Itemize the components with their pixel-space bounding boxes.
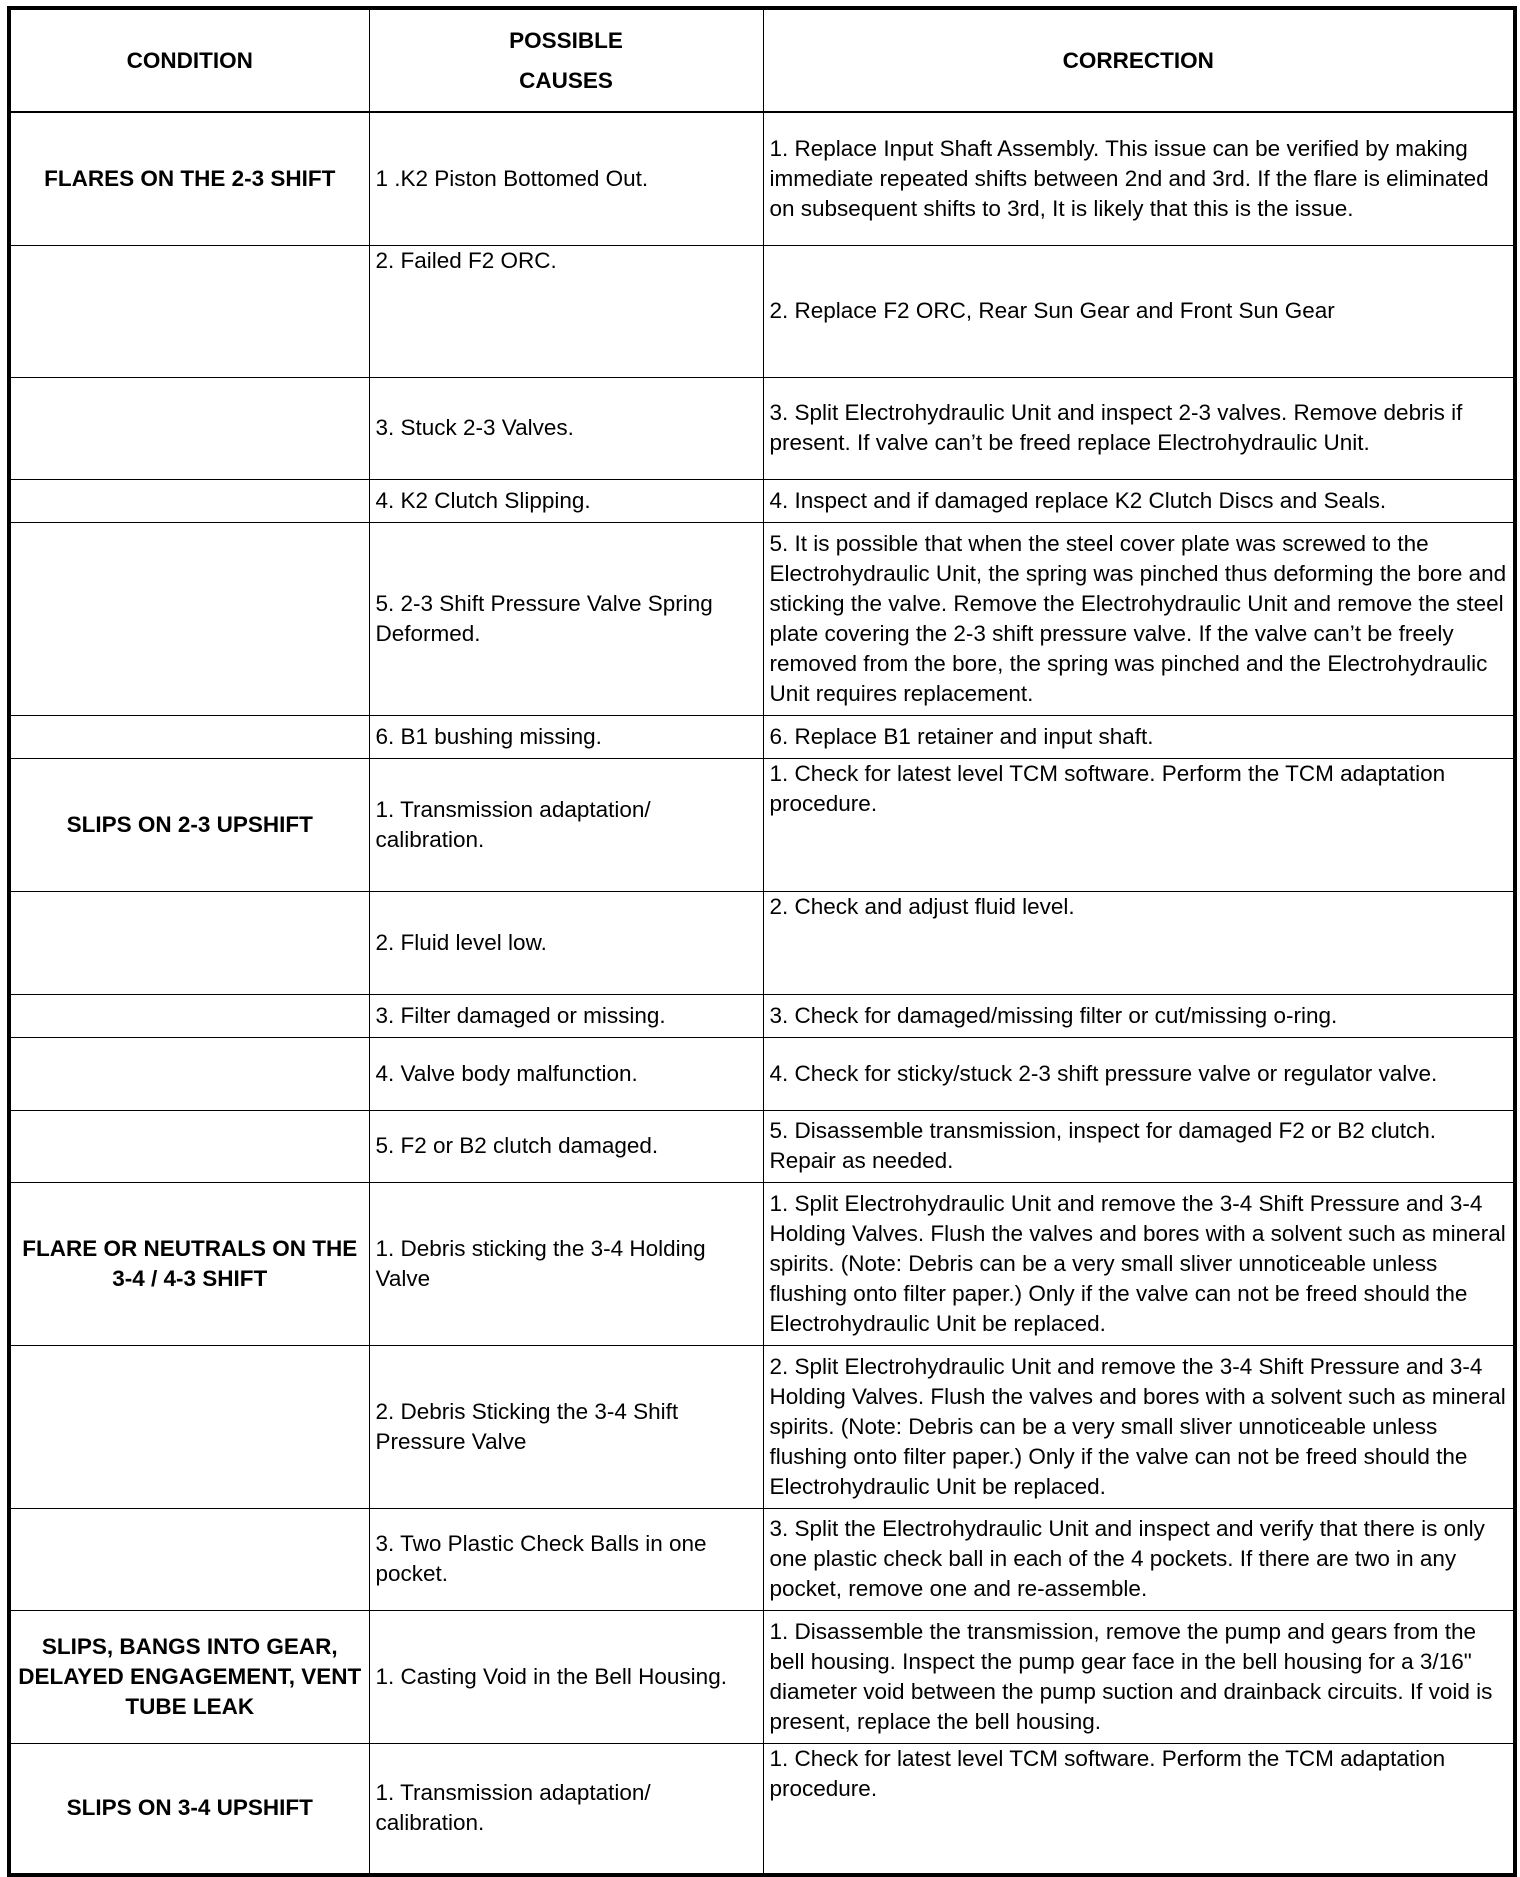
condition-cell <box>9 715 369 758</box>
cause-cell: 4. K2 Clutch Slipping. <box>369 479 763 522</box>
correction-cell: 1. Split Electrohydraulic Unit and remove the 3-4 Shift Pressure and 3-4 Holding Valves. Flush the valves and bores with a solvent such as mineral spirits. (Note: Debris can be a very small sliver unnoticeable unless flushing onto filter paper.) Only if the valve can not be freed should the Electrohydraulic Unit be replaced. <box>763 1182 1515 1345</box>
table-row <box>9 112 1515 245</box>
cause-cell: 4. Valve body malfunction. <box>369 1037 763 1110</box>
correction-cell: 5. It is possible that when the steel cover plate was screwed to the Electrohydraulic Unit, the spring was pinched thus deforming the bore and sticking the valve. Remove the Electrohydraulic Unit and remove the steel plate covering the 2-3 shift pressure valve. If the valve can’t be freely removed from the bore, the spring was pinched and the Electrohydraulic Unit requires replacement. <box>763 522 1515 715</box>
condition-cell <box>9 1508 369 1610</box>
header-condition: CONDITION <box>9 8 369 112</box>
cause-cell: 2. Fluid level low. <box>369 891 763 994</box>
correction-cell: 2. Split Electrohydraulic Unit and remove the 3-4 Shift Pressure and 3-4 Holding Valves. Flush the valves and bores with a solvent such as mineral spirits. (Note: Debris can be a very small sliver unnoticeable unless flushing onto filter paper.) Only if the valve can not be freed should the Electrohydraulic Unit be replaced. <box>763 1345 1515 1508</box>
cause-cell: 2. Failed F2 ORC. <box>369 245 763 377</box>
condition-cell <box>9 479 369 522</box>
cause-cell: 2. Debris Sticking the 3-4 Shift Pressure Valve <box>369 1345 763 1508</box>
correction-cell: 1. Replace Input Shaft Assembly. This issue can be verified by making immediate repeated shifts between 2nd and 3rd. If the flare is eliminated on subsequent shifts to 3rd, It is likely that this is the issue. <box>763 112 1515 245</box>
diagnosis-table <box>7 6 1517 1877</box>
header-causes-line2: CAUSES <box>519 67 613 93</box>
header-correction: CORRECTION <box>763 8 1515 112</box>
condition-cell: SLIPS, BANGS INTO GEAR, DELAYED ENGAGEMENT, VENT TUBE LEAK <box>9 1610 369 1743</box>
correction-cell: 4. Check for sticky/stuck 2-3 shift pressure valve or regulator valve. <box>763 1037 1515 1110</box>
table-row <box>9 1110 1515 1182</box>
correction-cell: 1. Disassemble the transmission, remove the pump and gears from the bell housing. Inspect the pump gear face in the bell housing for a 3/16" diameter void between the pump suction and drainback circuits. If void is present, replace the bell housing. <box>763 1610 1515 1743</box>
cause-cell: 5. 2-3 Shift Pressure Valve Spring Deformed. <box>369 522 763 715</box>
condition-cell <box>9 377 369 479</box>
header-row <box>9 8 1515 112</box>
correction-cell: 2. Check and adjust fluid level. <box>763 891 1515 994</box>
correction-cell: 2. Replace F2 ORC, Rear Sun Gear and Front Sun Gear <box>763 245 1515 377</box>
condition-cell: SLIPS ON 3-4 UPSHIFT <box>9 1743 369 1875</box>
header-causes-line1: POSSIBLE <box>509 27 623 53</box>
cause-cell: 3. Two Plastic Check Balls in one pocket. <box>369 1508 763 1610</box>
table-row <box>9 715 1515 758</box>
condition-cell <box>9 1345 369 1508</box>
correction-cell: 3. Check for damaged/missing filter or cut/missing o-ring. <box>763 994 1515 1037</box>
correction-cell: 1. Check for latest level TCM software. Perform the TCM adaptation procedure. <box>763 1743 1515 1875</box>
cause-cell: 1. Debris sticking the 3-4 Holding Valve <box>369 1182 763 1345</box>
table-row <box>9 1743 1515 1875</box>
cause-cell: 3. Filter damaged or missing. <box>369 994 763 1037</box>
table-row <box>9 1182 1515 1345</box>
table-row <box>9 994 1515 1037</box>
table-row <box>9 377 1515 479</box>
cause-cell: 6. B1 bushing missing. <box>369 715 763 758</box>
cause-cell: 3. Stuck 2-3 Valves. <box>369 377 763 479</box>
condition-cell <box>9 245 369 377</box>
cause-cell: 1. Transmission adaptation/ calibration. <box>369 758 763 891</box>
correction-cell: 6. Replace B1 retainer and input shaft. <box>763 715 1515 758</box>
condition-cell: SLIPS ON 2-3 UPSHIFT <box>9 758 369 891</box>
condition-cell <box>9 1037 369 1110</box>
condition-cell <box>9 1110 369 1182</box>
diagnosis-sheet <box>7 6 1517 1877</box>
condition-cell <box>9 891 369 994</box>
table-row <box>9 245 1515 377</box>
cause-cell: 1. Casting Void in the Bell Housing. <box>369 1610 763 1743</box>
correction-cell: 4. Inspect and if damaged replace K2 Clutch Discs and Seals. <box>763 479 1515 522</box>
condition-cell: FLARE OR NEUTRALS ON THE 3-4 / 4-3 SHIFT <box>9 1182 369 1345</box>
table-row <box>9 1037 1515 1110</box>
table-row <box>9 891 1515 994</box>
table-row <box>9 522 1515 715</box>
cause-cell: 1 .K2 Piston Bottomed Out. <box>369 112 763 245</box>
condition-cell: FLARES ON THE 2-3 SHIFT <box>9 112 369 245</box>
table-row <box>9 1345 1515 1508</box>
table-row <box>9 758 1515 891</box>
correction-cell: 3. Split Electrohydraulic Unit and inspect 2-3 valves. Remove debris if present. If valve can’t be freed replace Electrohydraulic Unit. <box>763 377 1515 479</box>
table-row <box>9 1508 1515 1610</box>
correction-cell: 5. Disassemble transmission, inspect for damaged F2 or B2 clutch. Repair as needed. <box>763 1110 1515 1182</box>
correction-cell: 3. Split the Electrohydraulic Unit and inspect and verify that there is only one plastic check ball in each of the 4 pockets. If there are two in any pocket, remove one and re-assemble. <box>763 1508 1515 1610</box>
condition-cell <box>9 994 369 1037</box>
correction-cell: 1. Check for latest level TCM software. Perform the TCM adaptation procedure. <box>763 758 1515 891</box>
cause-cell: 5. F2 or B2 clutch damaged. <box>369 1110 763 1182</box>
table-row <box>9 479 1515 522</box>
header-possible-causes <box>369 8 763 112</box>
cause-cell: 1. Transmission adaptation/ calibration. <box>369 1743 763 1875</box>
condition-cell <box>9 522 369 715</box>
table-row <box>9 1610 1515 1743</box>
